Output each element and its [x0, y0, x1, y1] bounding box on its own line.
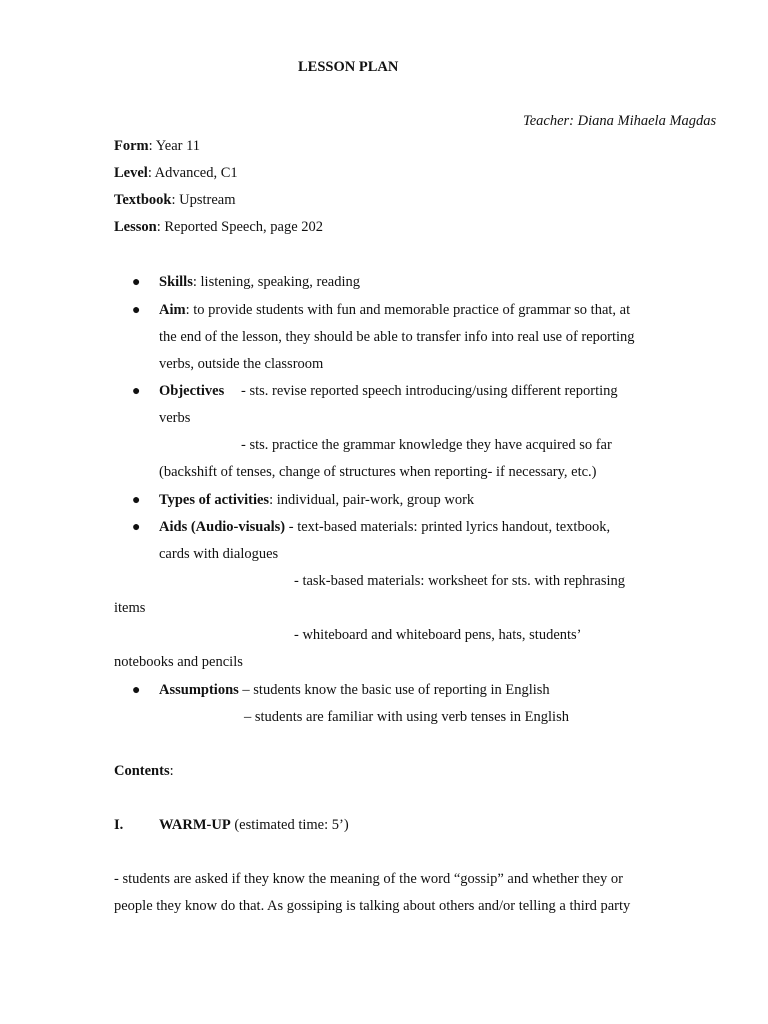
level-line — [114, 160, 238, 187]
assumptions-line-2: – students are familiar with using verb tenses in English — [244, 709, 569, 725]
section-heading — [159, 812, 349, 839]
page-title: LESSON PLAN — [298, 59, 399, 75]
paragraph-line-2: people they know do that. As gossiping is talking about others and/or telling a third party — [114, 898, 631, 914]
form-label: Form — [114, 138, 149, 154]
aids-line-1: Aids (Audio-visuals) - text-based materials: printed lyrics handout, textbook, — [159, 519, 611, 535]
objectives-label-line — [159, 378, 224, 405]
level-label: Level — [114, 165, 148, 181]
teacher-line — [523, 108, 716, 135]
objectives-line-2: verbs — [159, 410, 191, 426]
aids-line-5: - whiteboard and whiteboard pens, hats, students’ — [294, 627, 582, 643]
contents-heading: Contents: — [114, 763, 174, 779]
aim-line-3: verbs, outside the classroom — [159, 356, 324, 372]
bullet-icon: ● — [132, 683, 141, 698]
section-title: WARM-UP — [159, 817, 231, 833]
objectives-line-3: - sts. practice the grammar knowledge they have acquired so far — [241, 437, 612, 453]
objectives-label: Objectives — [159, 383, 225, 399]
bullet-icon: ● — [132, 275, 141, 290]
skills-value: : listening, speaking, reading — [192, 274, 360, 290]
aids-line-6: notebooks and pencils — [114, 654, 243, 670]
textbook-value: : Upstream — [171, 192, 236, 208]
activities-value: : individual, pair-work, group work — [269, 492, 475, 508]
aids-line-3: - task-based materials: worksheet for sts. with rephrasing — [294, 573, 625, 589]
aim-line-1: Aim: to provide students with fun and memorable practice of grammar so that, at — [159, 302, 631, 318]
form-line — [114, 133, 200, 160]
objectives-line-1: - sts. revise reported speech introducing/using different reporting — [241, 383, 618, 399]
assumptions-label: Assumptions — [159, 682, 239, 698]
form-value: : Year 11 — [148, 138, 201, 154]
aids-line-4: items — [114, 600, 146, 616]
level-value: : Advanced, C1 — [147, 165, 238, 181]
bullet-icon: ● — [132, 520, 141, 535]
lesson-line — [114, 214, 323, 241]
section-number: I. — [114, 817, 124, 833]
skills-line — [159, 269, 360, 296]
bullet-icon: ● — [132, 493, 141, 508]
teacher-label: Teacher: — [523, 113, 575, 129]
activities-label: Types of activities — [159, 492, 270, 508]
lesson-value: : Reported Speech, page 202 — [156, 219, 324, 235]
section-time: (estimated time: 5’) — [230, 817, 349, 833]
bullet-icon: ● — [132, 384, 141, 399]
aim-label: Aim — [159, 302, 186, 318]
aids-label: Aids (Audio-visuals) — [159, 519, 286, 535]
lesson-label: Lesson — [114, 219, 157, 235]
objectives-line-4: (backshift of tenses, change of structures when reporting- if necessary, etc.) — [159, 464, 597, 480]
textbook-label: Textbook — [114, 192, 172, 208]
textbook-line — [114, 187, 236, 214]
skills-label: Skills — [159, 274, 193, 290]
teacher-name: Diana Mihaela Magdas — [577, 113, 717, 129]
aim-line-2: the end of the lesson, they should be able to transfer info into real use of reporting — [159, 329, 635, 345]
aids-line-2: cards with dialogues — [159, 546, 279, 562]
activities-line — [159, 487, 474, 514]
assumptions-line-1: Assumptions – students know the basic use of reporting in English — [159, 682, 550, 698]
paragraph-line-1: - students are asked if they know the meaning of the word “gossip” and whether they or — [114, 871, 623, 887]
bullet-icon: ● — [132, 303, 141, 318]
